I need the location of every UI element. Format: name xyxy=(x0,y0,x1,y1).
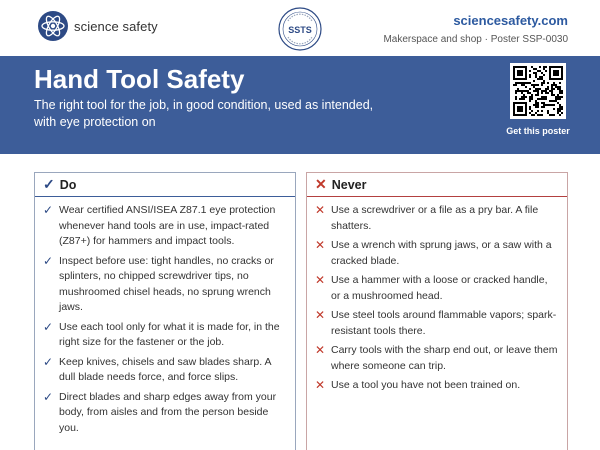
checkmark-icon: ✓ xyxy=(43,176,55,192)
never-item xyxy=(315,238,559,269)
atom-logo-icon xyxy=(38,11,68,41)
do-item-text: Inspect before use: tight handles, no cracks or splinters, no chipped screwdriver tips, no mushroomed chisel heads, no sprung wrench jaws. xyxy=(59,254,274,313)
qr-code-icon xyxy=(513,66,563,116)
do-item-text: Wear certified ANSI/ISEA Z87.1 eye protection whenever hand tools are in use, impact-rated (Z87+) for hammers and impact tools. xyxy=(59,204,276,247)
checkmark-icon: ✓ xyxy=(43,319,54,334)
title-banner xyxy=(0,56,600,154)
qr-label: Get this poster xyxy=(506,126,570,136)
never-item xyxy=(315,378,559,394)
site-link[interactable]: sciencesafety.com xyxy=(453,13,568,28)
do-item xyxy=(43,203,287,250)
do-item xyxy=(43,320,287,351)
never-item xyxy=(315,308,559,339)
qr-code[interactable] xyxy=(510,63,566,119)
cross-icon: ✕ xyxy=(315,203,326,217)
never-item-text: Use a screwdriver or a file as a pry bar. A file shatters. xyxy=(331,204,539,232)
do-item-text: Direct blades and sharp edges away from your body, from aisles and from the person beside you. xyxy=(59,390,277,434)
do-header xyxy=(35,173,295,197)
do-list xyxy=(35,197,295,436)
never-item-text: Carry tools with the sharp end out, or leave them where someone can trip. xyxy=(331,344,558,372)
do-item xyxy=(43,254,287,316)
never-item xyxy=(315,203,559,234)
never-item-text: Use a tool you have not been trained on. xyxy=(331,379,521,391)
never-list xyxy=(307,197,567,394)
page-subtitle: The right tool for the job, in good condition, used as intended, with eye protection on xyxy=(34,98,374,129)
do-item xyxy=(43,355,287,386)
do-heading: Do xyxy=(59,177,77,192)
checkmark-icon: ✓ xyxy=(43,389,54,404)
checkmark-icon: ✓ xyxy=(43,253,54,268)
never-item-text: Use steel tools around flammable vapors; spark-resistant tools there. xyxy=(331,309,557,337)
checkmark-icon: ✓ xyxy=(43,203,54,217)
brand-name: science safety xyxy=(74,19,158,34)
never-item xyxy=(315,343,559,374)
never-panel xyxy=(306,172,568,450)
cross-icon: ✕ xyxy=(315,308,326,322)
do-item-text: Keep knives, chisels and saw blades sharp. A dull blade needs force, and force slips. xyxy=(59,355,271,383)
poster-code: Makerspace and shop · Poster SSP-0030 xyxy=(383,34,568,45)
ssts-seal-icon xyxy=(278,7,322,51)
do-item-text: Use each tool only for what it is made for, in the right size for the fastener or the job. xyxy=(59,320,280,348)
cross-icon: ✕ xyxy=(315,273,326,287)
seal-text: SSTS xyxy=(288,25,312,35)
cross-icon: ✕ xyxy=(315,176,327,192)
cross-icon: ✕ xyxy=(315,343,326,357)
never-header xyxy=(307,173,567,197)
never-item xyxy=(315,273,559,304)
never-item-text: Use a wrench with sprung jaws, or a saw with a cracked blade. xyxy=(331,239,552,267)
page-title: Hand Tool Safety xyxy=(34,64,245,94)
cross-icon: ✕ xyxy=(315,378,326,392)
cross-icon: ✕ xyxy=(315,238,326,252)
never-heading: Never xyxy=(331,177,367,192)
do-panel xyxy=(34,172,296,450)
top-bar xyxy=(0,0,600,56)
checkmark-icon: ✓ xyxy=(43,354,54,369)
do-item xyxy=(43,390,287,437)
never-item-text: Use a hammer with a loose or cracked handle, or a mushroomed head. xyxy=(331,274,548,302)
